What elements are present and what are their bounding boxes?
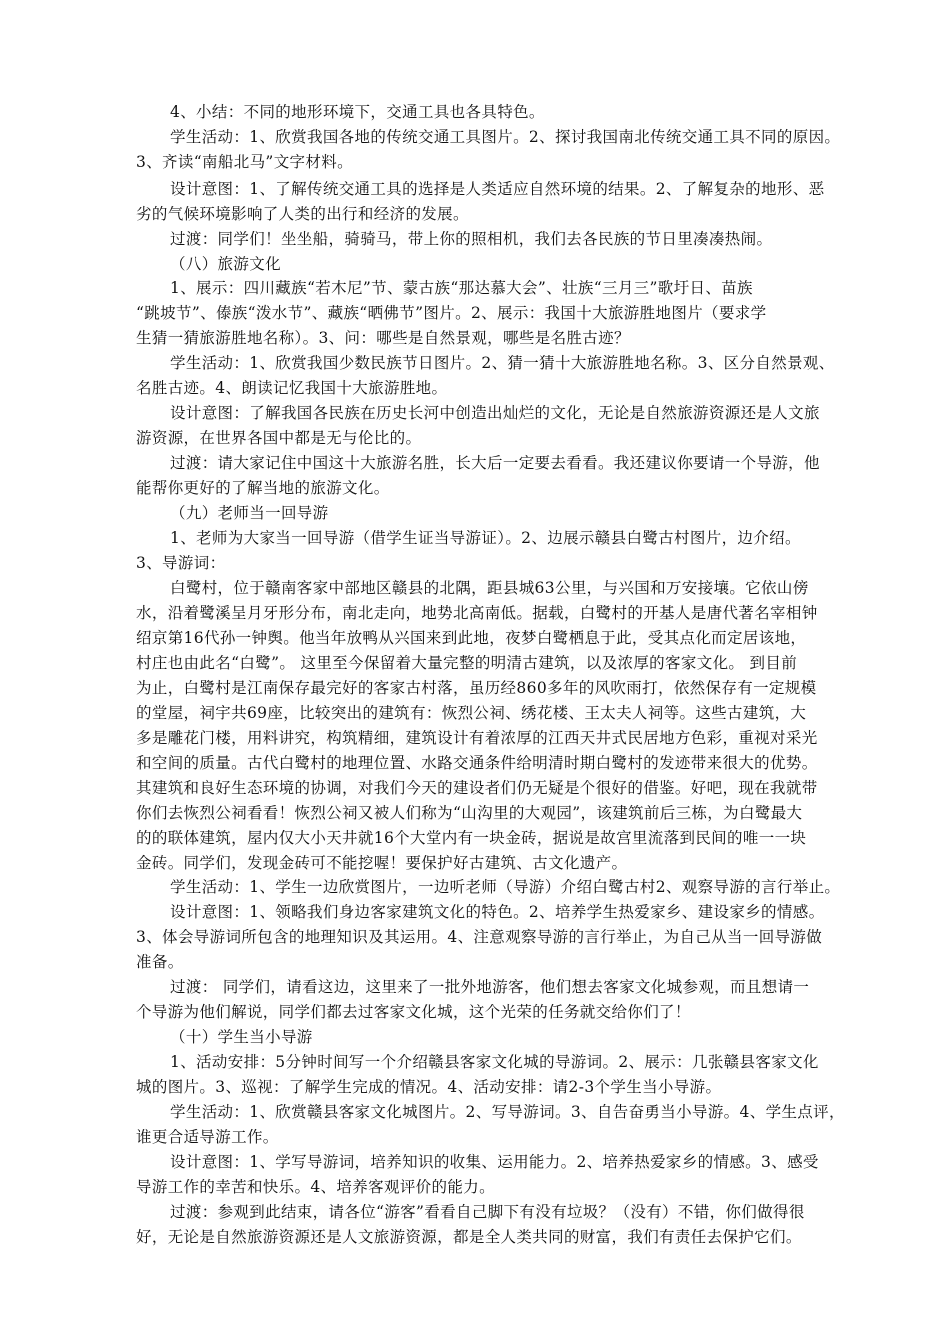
- text-line: 金砖。同学们，发现金砖可不能挖喔！要保护好古建筑、古文化遗产。: [136, 854, 628, 872]
- text-line: 3、齐读“南船北马”文字材料。: [136, 153, 353, 171]
- text-line: 水，沿着鹭溪呈月牙形分布，南北走向，地势北高南低。据载，白鹭村的开基人是唐代著名宰相钟: [136, 604, 818, 622]
- text-line: 的的联体建筑，屋内仅大小天井就16个大堂内有一块金砖，据说是故宫里流落到民间的唯一一块: [136, 829, 807, 847]
- text-line: 村庄也由此名“白鹭”。 这里至今保留着大量完整的明清古建筑，以及浓厚的客家文化。 到目前: [136, 654, 798, 672]
- text-line: 3、体会导游词所包含的地理知识及其运用。4、注意观察导游的言行举止，为自己从当一回导游做: [136, 928, 823, 946]
- text-line: 设计意图：1、领略我们身边客家建筑文化的特色。2、培养学生热爱家乡、建设家乡的情感。: [170, 903, 825, 921]
- text-line: 4、小结：不同的地形环境下，交通工具也各具特色。: [170, 103, 545, 121]
- text-line: 1、活动安排：5分钟时间写一个介绍赣县客家文化城的导游词。2、展示：几张赣县客家文化: [170, 1053, 819, 1071]
- text-line: 过渡：请大家记住中国这十大旅游名胜，长大后一定要去看看。我还建议你要请一个导游，他: [170, 454, 820, 472]
- text-line: 你们去恢烈公祠看看！恢烈公祠又被人们称为“山沟里的大观园”，该建筑前后三栋，为白鹭最大: [136, 804, 803, 822]
- text-line: 1、老师为大家当一回导游（借学生证当导游证）。2、边展示赣县白鹭古村图片，边介绍。: [170, 529, 801, 547]
- text-line: 好，无论是自然旅游资源还是人文旅游资源，都是全人类共同的财富，我们有责任去保护它们。: [136, 1228, 802, 1246]
- text-line: 城的图片。3、巡视：了解学生完成的情况。4、活动安排：请2-3个学生当小导游。: [136, 1078, 722, 1096]
- text-line: 多是雕花门楼，用料讲究，构筑精细，建筑设计有着浓厚的江西天井式民居地方色彩，重视对采光: [136, 729, 818, 747]
- text-line: 过渡：同学们！坐坐船，骑骑马，带上你的照相机，我们去各民族的节日里凑凑热闹。: [170, 230, 773, 248]
- text-line: 学生活动：1、欣赏我国各地的传统交通工具图片。2、探讨我国南北传统交通工具不同的原因。: [170, 128, 841, 146]
- section-heading: （八）旅游文化: [170, 255, 281, 273]
- text-line: 准备。: [136, 953, 184, 971]
- text-line: 学生活动：1、欣赏我国少数民族节日图片。2、猜一猜十大旅游胜地名称。3、区分自然景观、: [170, 354, 835, 372]
- text-line: 设计意图：1、学写导游词，培养知识的收集、运用能力。2、培养热爱家乡的情感。3、感受: [170, 1153, 819, 1171]
- text-line: 为止，白鹭村是江南保存最完好的客家古村落，虽历经860多年的风吹雨打，依然保存有一定规模: [136, 679, 817, 697]
- text-line: 过渡：参观到此结束，请各位“游客”看看自己脚下有没有垃圾？（没有）不错，你们做得很: [170, 1203, 805, 1221]
- text-line: 和空间的质量。古代白鹭村的地理位置、水路交通条件给明清时期白鹭村的发迹带来很大的优势。: [136, 754, 818, 772]
- text-line: 3、导游词：: [136, 554, 226, 572]
- text-line: 名胜古迹。4、朗读记忆我国十大旅游胜地。: [136, 379, 448, 397]
- text-line: 白鹭村，位于赣南客家中部地区赣县的北隅，距县城63公里，与兴国和万安接壤。它依山傍: [170, 579, 809, 597]
- text-line: 其建筑和良好生态环境的协调，对我们今天的建设者们仍无疑是个很好的借鉴。好吧，现在我就带: [136, 779, 818, 797]
- text-line: “跳坡节”、傣族“泼水节”、藏族“晒佛节”图片。2、展示：我国十大旅游胜地图片（要求学: [136, 304, 767, 322]
- text-line: 生猜一猜旅游胜地名称）。3、问：哪些是自然景观，哪些是名胜古迹？: [136, 329, 630, 347]
- text-line: 导游工作的幸苦和快乐。4、培养客观评价的能力。: [136, 1178, 495, 1196]
- section-heading: （九）老师当一回导游: [170, 504, 329, 522]
- text-line: 个导游为他们解说，同学们都去过客家文化城，这个光荣的任务就交给你们了！: [136, 1003, 691, 1021]
- text-line: 游资源，在世界各国中都是无与伦比的。: [136, 429, 422, 447]
- text-line: 绍京第16代孙一钟舆。他当年放鸭从兴国来到此地，夜梦白鹭栖息于此，受其点化而定居该地，: [136, 629, 807, 647]
- text-line: 过渡： 同学们，请看这边，这里来了一批外地游客，他们想去客家文化城参观，而且想请一: [170, 978, 810, 996]
- text-line: 学生活动：1、学生一边欣赏图片，一边听老师（导游）介绍白鹭古村2、观察导游的言行举止。: [170, 878, 841, 896]
- text-line: 劣的气候环境影响了人类的出行和经济的发展。: [136, 205, 469, 223]
- text-line: 设计意图：1、了解传统交通工具的选择是人类适应自然环境的结果。2、了解复杂的地形、恶: [170, 180, 825, 198]
- text-line: 谁更合适导游工作。: [136, 1128, 279, 1146]
- text-line: 学生活动：1、欣赏赣县客家文化城图片。2、写导游词。3、自告奋勇当小导游。4、学生点评，: [170, 1103, 845, 1121]
- text-line: 能帮你更好的了解当地的旅游文化。: [136, 479, 390, 497]
- text-line: 设计意图：了解我国各民族在历史长河中创造出灿烂的文化，无论是自然旅游资源还是人文旅: [170, 404, 820, 422]
- text-line: 1、展示：四川藏族“若木尼”节、蒙古族“那达慕大会”、壮族“三月三”歌圩日、苗族: [170, 279, 753, 297]
- text-line: 的堂屋，祠宇共69座，比较突出的建筑有：恢烈公祠、绣花楼、王太夫人祠等。这些古建筑，大: [136, 704, 807, 722]
- section-heading: （十）学生当小导游: [170, 1028, 313, 1046]
